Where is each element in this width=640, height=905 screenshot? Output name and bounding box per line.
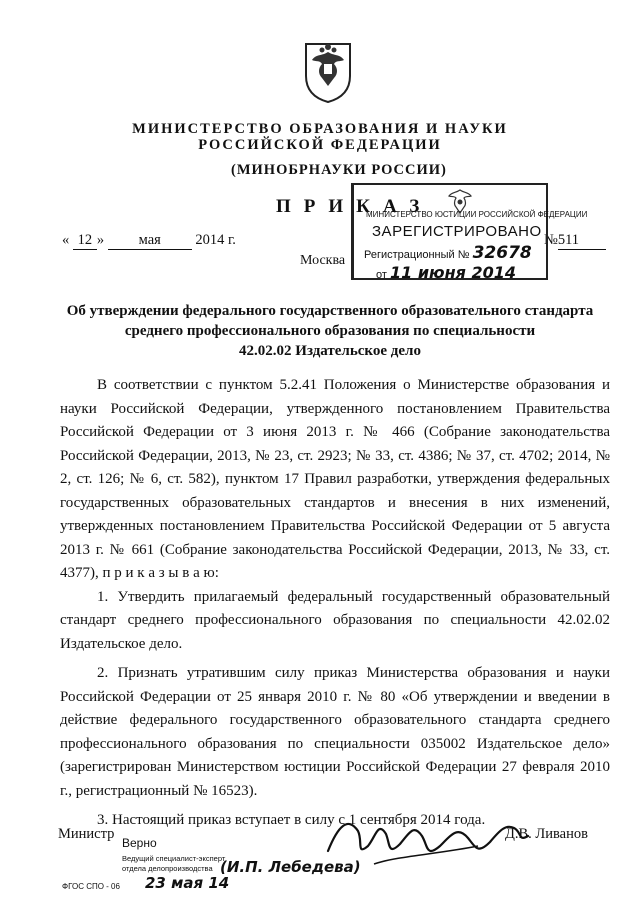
- date-month: мая: [108, 232, 192, 250]
- order-title: [40, 301, 620, 361]
- certifier-department: отдела делопроизводства: [122, 864, 213, 873]
- stamp-reg-number-value: 32678: [472, 243, 532, 263]
- preamble-paragraph: В соответствии с пунктом 5.2.41 Положения о Министерстве образования и науки Российской Федерации, утвержденного постановлением Правительства Российской Федерации от 3 июня 2013 г. № 466 (Собрание законодательства Российской Федерации, 2013, № 23, ст. 2923; № 33, ст. 4386; № 37, ст. 4702; 2014, № 2, ст. 126; № 6, ст. 582), пунктом 17 Правил разработки, утверждения федеральных государственных образовательных стандартов и внесения в них изменений, утвержденных постановлением Правительства Российской Федерации от 5 августа 2013 г. № 661 (Собрание законодательства Российской Федерации, 2013, № 33, ст. 4377), п р и к а з ы в а ю:: [60, 377, 610, 581]
- stamp-reg-label: Регистрационный №: [364, 249, 470, 261]
- item-2-paragraph: 2. Признать утратившим силу приказ Министерства образования и науки Российской Федерации от 25 января 2010 г. № 80 «Об утверждении и введении в действие федерального государственного образовательного стандарта среднего профессионального образования по специальности 035002 Издательское дело» (зарегистрирован Министерством юстиции Российской Федерации 27 февраля 2010 г., регистрационный № 16523).: [60, 665, 610, 799]
- item-1-paragraph: 1. Утвердить прилагаемый федеральный государственный образовательный стандарт среднего профессионального образования по специальности 42.02.02 Издательское дело.: [60, 588, 610, 652]
- certifier-position: Ведущий специалист-эксперт: [122, 854, 226, 863]
- stamp-date: [376, 263, 516, 282]
- document-code: ФГОС СПО - 06: [62, 882, 120, 891]
- date-year: 2014 г.: [195, 232, 236, 248]
- stamp-reg-number: [364, 243, 532, 263]
- date-close-quote: »: [96, 232, 105, 248]
- coat-of-arms-emblem: [302, 38, 354, 104]
- verno-label: Верно: [122, 836, 157, 850]
- document-type-heading: ПРИКАЗ: [276, 196, 433, 217]
- ministry-short-name: (МИНОБРНАУКИ РОССИИ): [231, 162, 447, 178]
- minister-signature: [318, 806, 538, 876]
- title-line3: 42.02.02 Издательское дело: [239, 343, 421, 359]
- date-open-quote: «: [62, 232, 70, 248]
- order-number: [544, 232, 606, 250]
- certify-date-handwritten: 23 мая 14: [145, 874, 230, 892]
- order-city: Москва: [300, 253, 346, 268]
- stamp-date-label: от: [376, 269, 387, 281]
- title-line2: среднего профессионального образования по специальности: [124, 323, 536, 339]
- item-3-paragraph: 3. Настоящий приказ вступает в силу с 1 сентября 2014 года.: [97, 812, 486, 828]
- stamp-registered: ЗАРЕГИСТРИРОВАНО: [372, 223, 542, 240]
- certifier-name-handwritten: (И.П. Лебедева): [220, 858, 361, 876]
- stamp-ministry-line: МИНИСТЕРСТВО ЮСТИЦИИ РОССИЙСКОЙ ФЕДЕРАЦИИ: [366, 210, 588, 219]
- ministry-name-line2: РОССИЙСКОЙ ФЕДЕРАЦИИ: [198, 137, 442, 153]
- date-day: 12: [73, 232, 97, 250]
- order-body: [60, 374, 610, 833]
- order-date: [62, 232, 236, 250]
- signatory-position: Министр: [58, 826, 115, 842]
- number-value: 511: [558, 232, 606, 250]
- title-line1: Об утверждении федерального государственного образовательного стандарта: [66, 303, 594, 319]
- signatory-name: Д.В. Ливанов: [505, 826, 588, 842]
- ministry-name-line1: МИНИСТЕРСТВО ОБРАЗОВАНИЯ И НАУКИ: [132, 121, 508, 137]
- stamp-date-value: 11 июня 2014: [389, 263, 517, 282]
- number-prefix: №: [544, 232, 558, 248]
